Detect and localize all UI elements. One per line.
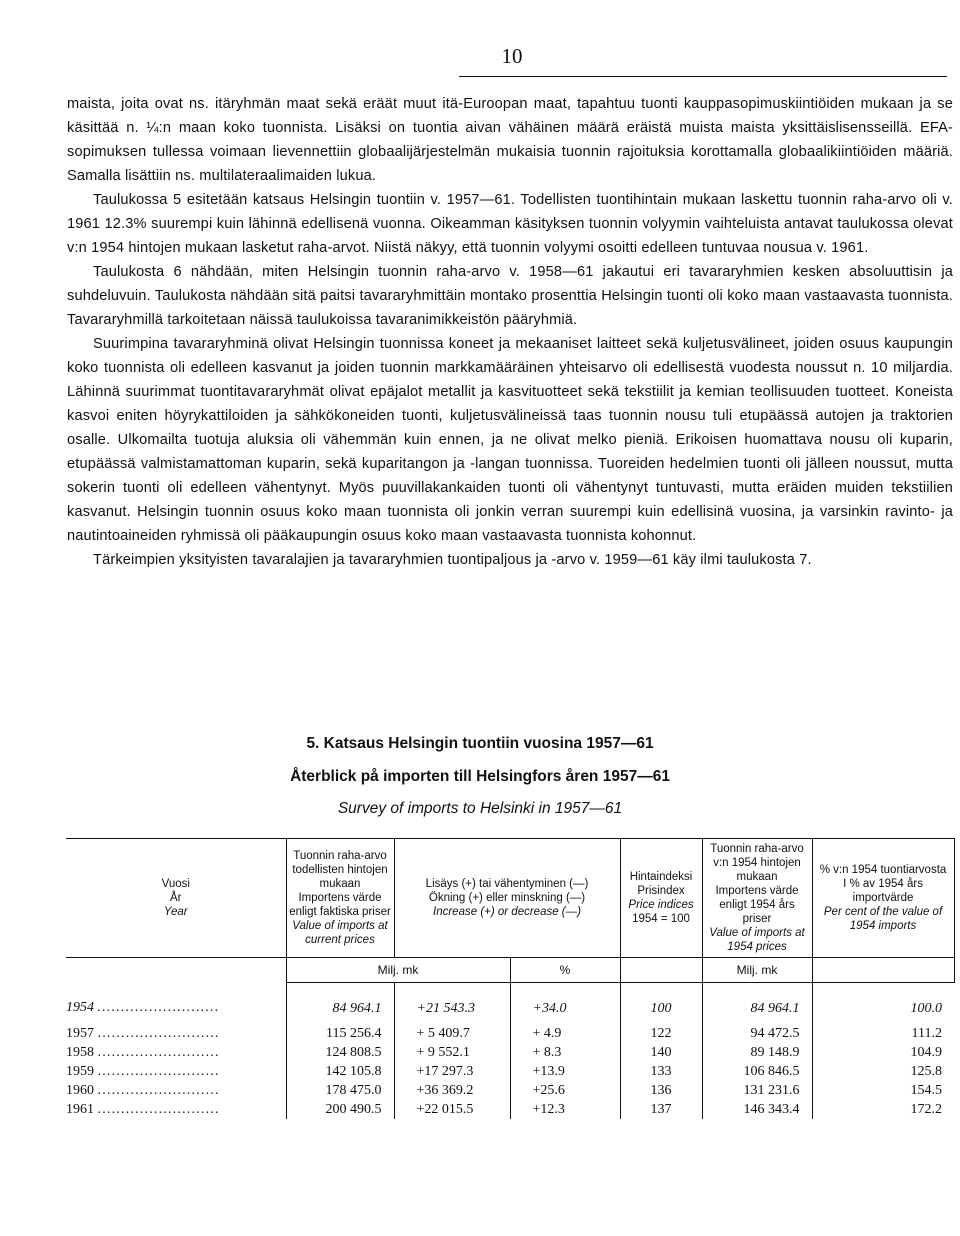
cell-index: 140 xyxy=(620,1043,702,1062)
cell-change-pct: +34.0 xyxy=(510,983,620,1025)
header-index-fi: Hintaindeksi xyxy=(629,871,693,883)
cell-value: 84 964.1 xyxy=(286,983,394,1025)
table-row xyxy=(66,1081,954,1100)
cell-value54: 106 846.5 xyxy=(702,1062,812,1081)
header-index xyxy=(620,839,702,958)
cell-value54: 146 343.4 xyxy=(702,1100,812,1119)
body-text xyxy=(67,92,953,572)
header-change-sv: Ökning (+) eller minskning (—) xyxy=(428,892,586,904)
year-label: 1957 xyxy=(66,1025,94,1041)
header-value xyxy=(286,839,394,958)
year-label: 1960 xyxy=(66,1082,94,1098)
cell-change-pct: + 4.9 xyxy=(510,1024,620,1043)
cell-change-pct: +12.3 xyxy=(510,1100,620,1119)
header-year xyxy=(66,839,286,958)
header-rule xyxy=(459,76,947,77)
cell-change-mk: + 9 552.1 xyxy=(394,1043,510,1062)
row-year xyxy=(66,1081,286,1100)
year-label: 1958 xyxy=(66,1044,94,1060)
year-label: 1959 xyxy=(66,1063,94,1079)
cell-change-mk: +21 543.3 xyxy=(394,983,510,1025)
header-value-fi: Tuonnin raha-arvo todellisten hintojen mukaan xyxy=(292,850,388,890)
header-value-sv: Importens värde enligt faktiska priser xyxy=(289,892,391,918)
cell-index: 100 xyxy=(620,983,702,1025)
cell-value: 115 256.4 xyxy=(286,1024,394,1043)
header-change-en: Increase (+) or decrease (—) xyxy=(433,906,581,918)
leader-dots: .......................... xyxy=(97,1025,220,1041)
cell-pct: 125.8 xyxy=(812,1062,954,1081)
header-pct xyxy=(812,839,954,958)
header-value-en: Value of imports at current prices xyxy=(292,920,388,946)
paragraph-4: Suurimpina tavararyhminä olivat Helsingin tuonnissa koneet ja mekaaniset laitteet sekä kuljetusvälineet, joiden osuus kaupungin koko tuonnista oli edelleen kasvanut ja joiden tuonnin markkamääräinen yhteisarvo oli edellisestä vuodesta noussut n. 10 miljardia. Lähinnä suurimmat tuontitavararyhmät olivat epäjalot metallit ja kasvituotteet sekä tekstiilit ja kemian teollisuuden tuotteet. Koneista kasvoi eniten höyrykattiloiden ja sähkökoneiden tuonti, kuljetusvälineissä taas tuonnin nousu tuli etupäässä autojen ja traktorien osalle. Ulkomailta tuotuja aluksia oli vähemmän kuin ennen, ja ne olivat melko pieniä. Erikoisen huomattava nousu oli kuparin, etupäässä valmistamattoman kuparin, sekä kuparitangon ja -langan tuonnissa. Tuoreiden hedelmien tuonti oli jälleen noussut, mutta sokerin tuonti oli edelleen vähentynyt. Myös puuvillakankaiden tuonti oli vähentynyt tuntuvasti, mutta eräiden muiden tekstiilien kasvanut. Helsingin tuonnin osuus koko maan tuonnista oli jonkin verran suurempi kuin edellisinä vuosina, ja varsinkin ravinto- ja nautintoaineiden ryhmissä oli pääkaupungin osuus koko maan vastaavasta tuonnista kohonnut. xyxy=(67,336,953,544)
cell-index: 133 xyxy=(620,1062,702,1081)
year-label: 1961 xyxy=(66,1101,94,1117)
leader-dots: .......................... xyxy=(97,1063,220,1079)
table-title-en: Survey of imports to Helsinki in 1957—61 xyxy=(337,800,623,817)
cell-index: 137 xyxy=(620,1100,702,1119)
header-index-en: Price indices xyxy=(628,899,694,911)
leader-dots: .......................... xyxy=(97,1044,220,1060)
header-value54-sv: Importens värde enligt 1954 års priser xyxy=(715,885,799,925)
header-year-sv: År xyxy=(170,892,182,904)
page-number: 10 xyxy=(501,44,523,68)
header-pct-fi: % v:n 1954 tuontiarvosta xyxy=(819,864,947,876)
paragraph-5: Tärkeimpien yksityisten tavaralajien ja tavararyhmien tuontipaljous ja -arvo v. 1959—61 käy ilmi taulukosta 7. xyxy=(93,552,812,568)
row-year xyxy=(66,1024,286,1043)
leader-dots: .......................... xyxy=(97,1000,220,1016)
unit-mmk: Milj. mk xyxy=(286,958,510,983)
table-row xyxy=(66,1024,954,1043)
header-value54-fi: Tuonnin raha-arvo v:n 1954 hintojen mukaan xyxy=(710,843,804,883)
cell-pct: 104.9 xyxy=(812,1043,954,1062)
header-year-en: Year xyxy=(163,906,188,918)
header-value54-en: Value of imports at 1954 prices xyxy=(709,927,805,953)
cell-pct: 154.5 xyxy=(812,1081,954,1100)
year-label: 1954 xyxy=(66,1000,94,1016)
table-row xyxy=(66,983,954,1025)
cell-value54: 84 964.1 xyxy=(702,983,812,1025)
unit-mmk-2: Milj. mk xyxy=(702,958,812,983)
paragraph-1: maista, joita ovat ns. itäryhmän maat sekä eräät muut itä-Euroopan maat, tapahtuu tuonti kauppasopimuskiintiöiden mukaan ja se käsittää n. ¼:n maan koko tuonnista. Lisäksi on tuontia aivan vähäinen määrä eräistä muista maista yksittäislisensseillä. EFA-sopimuksen tullessa voimaan lievennettiin globaalijärjestelmän mukaisia tuonnin rajoituksia korottamalla globaalikiintiöiden määriä. Samalla lisättiin ns. multilateraalimaiden lukua. xyxy=(67,96,953,184)
cell-value54: 94 472.5 xyxy=(702,1024,812,1043)
cell-change-mk: +36 369.2 xyxy=(394,1081,510,1100)
cell-value54: 89 148.9 xyxy=(702,1043,812,1062)
unit-blank-2 xyxy=(620,958,702,983)
unit-blank xyxy=(66,958,286,983)
paragraph-3: Taulukosta 6 nähdään, miten Helsingin tuonnin raha-arvo v. 1958—61 jakautui eri tavararyhmien kesken absoluuttisin ja suhdeluvuin. Taulukosta nähdään sitä paitsi tavararyhmittäin montako prosenttia Helsingin tuonti oli koko maan vastaavasta tuonnista. Tavararyhmillä tarkoitetaan näissä taulukoissa tavaranimikkeistön pääryhmiä. xyxy=(67,264,953,328)
cell-change-mk: +22 015.5 xyxy=(394,1100,510,1119)
header-change xyxy=(394,839,620,958)
header-year-fi: Vuosi xyxy=(161,878,190,890)
cell-change-pct: +13.9 xyxy=(510,1062,620,1081)
cell-index: 136 xyxy=(620,1081,702,1100)
row-year xyxy=(66,1100,286,1119)
cell-pct: 172.2 xyxy=(812,1100,954,1119)
row-year xyxy=(66,983,286,1025)
header-pct-sv: I % av 1954 års importvärde xyxy=(843,878,923,904)
cell-pct: 111.2 xyxy=(812,1024,954,1043)
unit-percent: % xyxy=(510,958,620,983)
unit-blank-3 xyxy=(812,958,954,983)
cell-change-pct: +25.6 xyxy=(510,1081,620,1100)
cell-value: 124 808.5 xyxy=(286,1043,394,1062)
header-change-fi: Lisäys (+) tai vähentyminen (—) xyxy=(425,878,589,890)
cell-change-mk: +17 297.3 xyxy=(394,1062,510,1081)
header-value54 xyxy=(702,839,812,958)
cell-value: 200 490.5 xyxy=(286,1100,394,1119)
cell-change-pct: + 8.3 xyxy=(510,1043,620,1062)
paragraph-2: Taulukossa 5 esitetään katsaus Helsingin tuontiin v. 1957—61. Todellisten tuontihintain mukaan laskettu tuonnin raha-arvo oli v. 1961 12.3% suurempi kuin lähinnä edellisenä vuonna. Oikeamman käsityksen tuonnin volyymin vaihteluista antavat taulukossa olevat v:n 1954 hintojen mukaan lasketut raha-arvot. Niistä näkyy, että tuonnin volyymi osoitti edelleen tuntuvaa nousua v. 1961. xyxy=(67,192,953,256)
cell-change-mk: + 5 409.7 xyxy=(394,1024,510,1043)
cell-pct: 100.0 xyxy=(812,983,954,1025)
table-header-row xyxy=(66,839,954,958)
header-pct-en: Per cent of the value of 1954 imports xyxy=(823,906,943,932)
table-row xyxy=(66,1100,954,1119)
leader-dots: .......................... xyxy=(97,1082,220,1098)
table-unit-row xyxy=(66,958,954,983)
cell-value54: 131 231.6 xyxy=(702,1081,812,1100)
table-row xyxy=(66,1043,954,1062)
cell-index: 122 xyxy=(620,1024,702,1043)
header-index-base: 1954 = 100 xyxy=(632,913,690,925)
cell-value: 178 475.0 xyxy=(286,1081,394,1100)
table-row xyxy=(66,1062,954,1081)
row-year xyxy=(66,1043,286,1062)
table-title-fi: 5. Katsaus Helsingin tuontiin vuosina 1957—61 xyxy=(306,735,654,752)
leader-dots: .......................... xyxy=(97,1101,220,1117)
table-title-sv: Återblick på importen till Helsingfors åren 1957—61 xyxy=(290,768,670,785)
header-index-sv: Prisindex xyxy=(637,885,685,897)
row-year xyxy=(66,1062,286,1081)
cell-value: 142 105.8 xyxy=(286,1062,394,1081)
imports-table xyxy=(66,838,955,1119)
